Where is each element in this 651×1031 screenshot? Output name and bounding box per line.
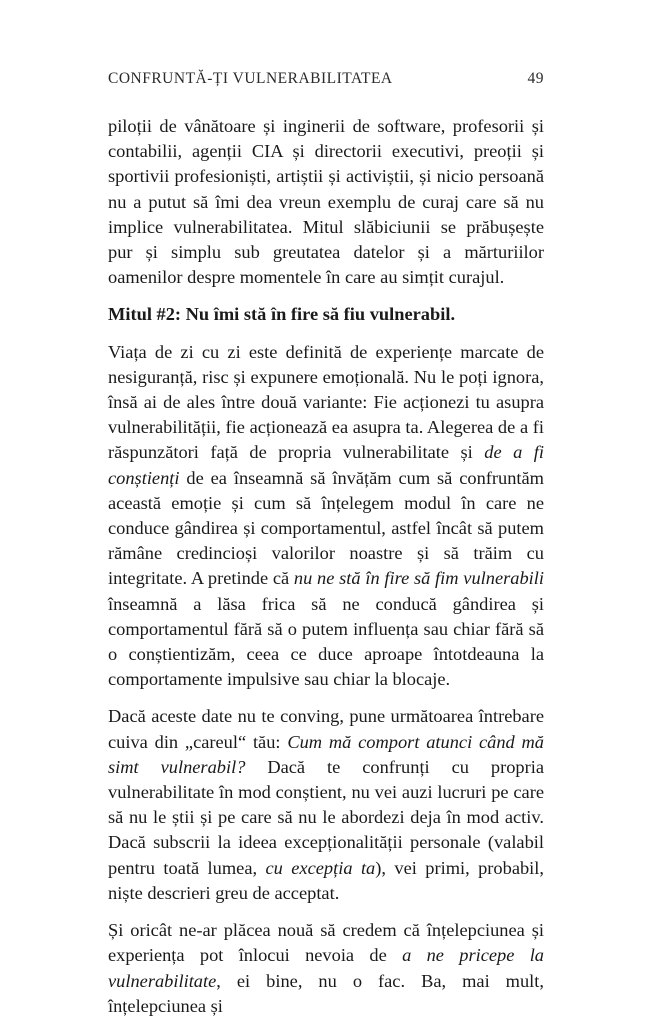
text-segment: ), vei primi, probabil, niște descrieri greu de acceptat.	[108, 857, 544, 903]
section-heading	[108, 302, 544, 327]
running-title: CONFRUNTĂ-ȚI VULNERABILITATEA	[108, 70, 393, 87]
text-segment: de ea înseamnă să învățăm cum să confruntăm această emoție și cum să înțelegem modul în care ne conduce gândirea și comportamentul, astfel încât să putem rămâne credincioși valorilor noastre și să trăim cu integritate. A pretinde că	[108, 467, 544, 589]
text-segment: Și oricât ne-ar plăcea nouă să credem că înțelepciunea și experiența pot înlocui nevoia de	[108, 920, 544, 966]
running-header	[108, 70, 544, 88]
italic-text: nu ne stă în fire să fim vulnerabili	[293, 568, 544, 589]
body-text	[108, 114, 544, 1031]
italic-text: a ne pricepe la vulnerabilitate	[108, 945, 545, 991]
text-segment: Viața de zi cu zi este definită de experiențe marcate de nesiguranță, risc și expunere emoțională. Nu le poți ignora, însă ai de ales între două variante: Fie acționezi tu asupra vulnerabilității, fie acționează ea asupra ta. Alegerea de a fi răspunzători față de propria vulnerabilitate și	[108, 341, 544, 463]
text-segment: Mitul #2: Nu îmi stă în fire să fiu vulnerabil.	[108, 304, 456, 325]
page-number: 49	[527, 70, 544, 87]
italic-text: de a fi conștienți	[108, 442, 545, 488]
paragraph	[108, 918, 544, 1019]
text-segment: Dacă te confrunți cu propria vulnerabilitate în mod conștient, nu vei auzi lucruri pe care să nu le știi și pe care să nu le abordezi deja în mod activ. Dacă subscrii la ideea excepționalității personale (valabil pentru toată lumea,	[108, 756, 545, 878]
paragraph	[108, 704, 544, 906]
text-segment: înseamnă a lăsa frica să ne conducă gândirea și comportamentul fără să o putem influența sau chiar fără să o conștientizăm, ceea ce duce aproape întotdeauna la comportamente impulsive sau chiar la blocaje.	[108, 593, 544, 690]
text-segment: , ei bine, nu o fac. Ba, mai mult, înțelepciunea și	[108, 970, 544, 1016]
italic-text: cu excepția ta	[265, 857, 376, 878]
paragraph	[108, 340, 544, 693]
italic-text: Cum mă comport atunci când mă simt vulnerabil?	[108, 731, 544, 777]
paragraph	[108, 114, 544, 290]
text-segment: Dacă aceste date nu te conving, pune următoarea întrebare cuiva din „careul“ tău:	[108, 706, 544, 752]
text-segment: piloții de vânătoare și inginerii de software, profesorii și contabilii, agenții CIA și directorii executivi, preoții și sportivii profesioniști, artiștii și activiștii, și nicio persoană nu a putut să îmi dea vreun exemplu de curaj care să nu implice vulnerabilitatea. Mitul slăbiciunii se prăbușește pur și simplu sub greutatea datelor și a mărturiilor oamenilor despre momentele în care au simțit curajul.	[108, 116, 544, 288]
